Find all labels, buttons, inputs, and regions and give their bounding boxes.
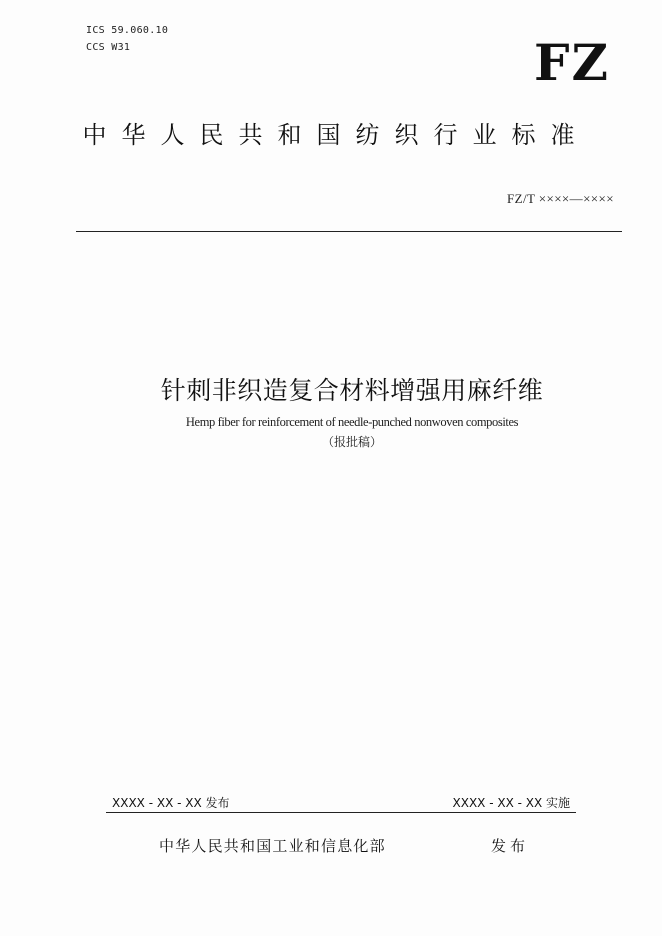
ics-code: ICS 59.060.10 [86, 25, 169, 36]
fz-logo: FZ [534, 33, 610, 92]
bottom-divider [106, 812, 576, 813]
industry-standard-title: 中华人民共和国纺织行业标准 [82, 121, 590, 149]
top-divider [76, 231, 622, 232]
issuing-authority: 中华人民共和国工业和信息化部 [159, 837, 386, 855]
ccs-code: CCS W31 [86, 42, 131, 53]
release-date: XXXX - XX - XX 发布 [112, 796, 230, 810]
issue-label: 发布 [491, 837, 530, 855]
document-title-chinese: 针刺非织造复合材料增强用麻纤维 [160, 376, 544, 405]
document-stage: （报批稿） [321, 435, 382, 449]
effective-date: XXXX - XX - XX 实施 [452, 796, 570, 810]
standard-number: FZ/T ××××—×××× [507, 191, 614, 206]
document-title-english: Hemp fiber for reinforcement of needle-punched nonwoven composites [185, 415, 519, 429]
